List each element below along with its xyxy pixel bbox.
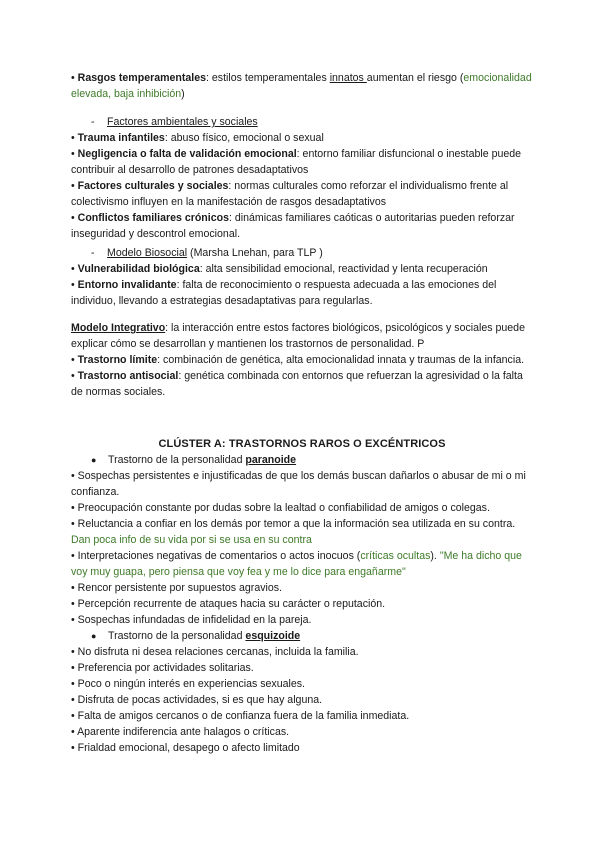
list-item: • Trastorno antisocial: genética combinada con entornos que refuerzan la agresividad o la falta de normas sociales. — [71, 370, 523, 398]
list-item: • Preocupación constante por dudas sobre la lealtad o confiabilidad de amigos o colegas. — [71, 502, 490, 514]
list-item: • No disfruta ni desea relaciones cercanas, incluida la familia. — [71, 646, 359, 658]
list-item: • Entorno invalidante: falta de reconocimiento o respuesta adecuada a las emociones del individuo, llevando a estrategias desadaptativas para regularlas. — [71, 279, 497, 307]
list-item: • Trastorno límite: combinación de genética, alta emocionalidad innata y traumas de la infancia. — [71, 354, 525, 366]
list-item: • Disfruta de pocas actividades, si es que hay alguna. — [71, 694, 323, 706]
list-item: • Reluctancia a confiar en los demás por temor a que la información sea utilizada en su contra. Dan poca info de su vida por si se usa en su contra — [71, 518, 516, 546]
list-item: • Negligencia o falta de validación emocional: entorno familiar disfuncional o inestable puede contribuir al desarrollo de patrones desadaptativos — [71, 148, 522, 176]
green-note: Dan poca info de su vida por si se usa en su contra — [71, 534, 312, 546]
list-item: • Rencor persistente por supuestos agravios. — [71, 582, 283, 594]
list-item: • Factores culturales y sociales: normas culturales como reforzar el individualismo frente al colectivismo influyen en la manifestación de rasgos desadaptativos — [71, 180, 509, 208]
list-item: • Percepción recurrente de ataques hacia su carácter o reputación. — [71, 598, 386, 610]
temperament-item: • Rasgos temperamentales: estilos temperamentales innatos aumentan el riesgo (emocionalidad elevada, baja inhibición) — [71, 72, 532, 100]
paranoid-section — [71, 452, 533, 628]
section-heading: - Modelo Biosocial (Marsha Lnehan, para TLP ) — [91, 247, 323, 259]
list-item: • Trauma infantiles: abuso físico, emocional o sexual — [71, 132, 324, 144]
subsection-heading: ● Trastorno de la personalidad paranoide — [91, 454, 297, 466]
integrative-section — [71, 320, 533, 400]
list-item: • Frialdad emocional, desapego o afecto limitado — [71, 742, 300, 754]
list-item: • Aparente indiferencia ante halagos o críticas. — [71, 726, 290, 738]
integrative-paragraph: Modelo Integrativo: la interacción entre estos factores biológicos, psicológicos y sociales puede explicar cómo se desarrollan y mantienen los trastornos de personalidad. P — [71, 322, 525, 350]
environmental-section — [71, 114, 533, 242]
green-note: "Me ha dicho que voy muy guapa, pero piensa que voy fea y me lo dice para engañarme" — [71, 550, 522, 578]
section-heading: - Factores ambientales y sociales — [91, 116, 258, 128]
green-note: emocionalidad elevada, baja inhibición — [71, 72, 532, 100]
list-item: • Conflictos familiares crónicos: dinámicas familiares caóticas o autoritarias pueden reforzar inseguridad y descontrol emocional. — [71, 212, 515, 240]
biosocial-section — [71, 245, 533, 309]
list-item: • Preferencia por actividades solitarias. — [71, 662, 254, 674]
subsection-heading: ● Trastorno de la personalidad esquizoide — [91, 630, 301, 642]
list-item: • Sospechas persistentes e injustificadas de que los demás buscan dañarlos o abusar de mi o mi confianza. — [71, 470, 526, 498]
green-note: críticas ocultas — [360, 550, 431, 562]
temperament-section — [71, 70, 533, 102]
list-item: • Falta de amigos cercanos o de confianza fuera de la familia inmediata. — [71, 710, 410, 722]
list-item: • Interpretaciones negativas de comentarios o actos inocuos (críticas ocultas). "Me ha dicho que voy muy guapa, pero piensa que voy fea y me lo dice para engañarme" — [71, 550, 522, 578]
schizoid-section — [71, 628, 533, 756]
cluster-title: CLÚSTER A: TRASTORNOS RAROS O EXCÉNTRICOS — [158, 438, 446, 450]
list-item: • Sospechas infundadas de infidelidad en la pareja. — [71, 614, 312, 626]
list-item: • Poco o ningún interés en experiencias sexuales. — [71, 678, 305, 690]
list-item: • Vulnerabilidad biológica: alta sensibilidad emocional, reactividad y lenta recuperación — [71, 263, 488, 275]
